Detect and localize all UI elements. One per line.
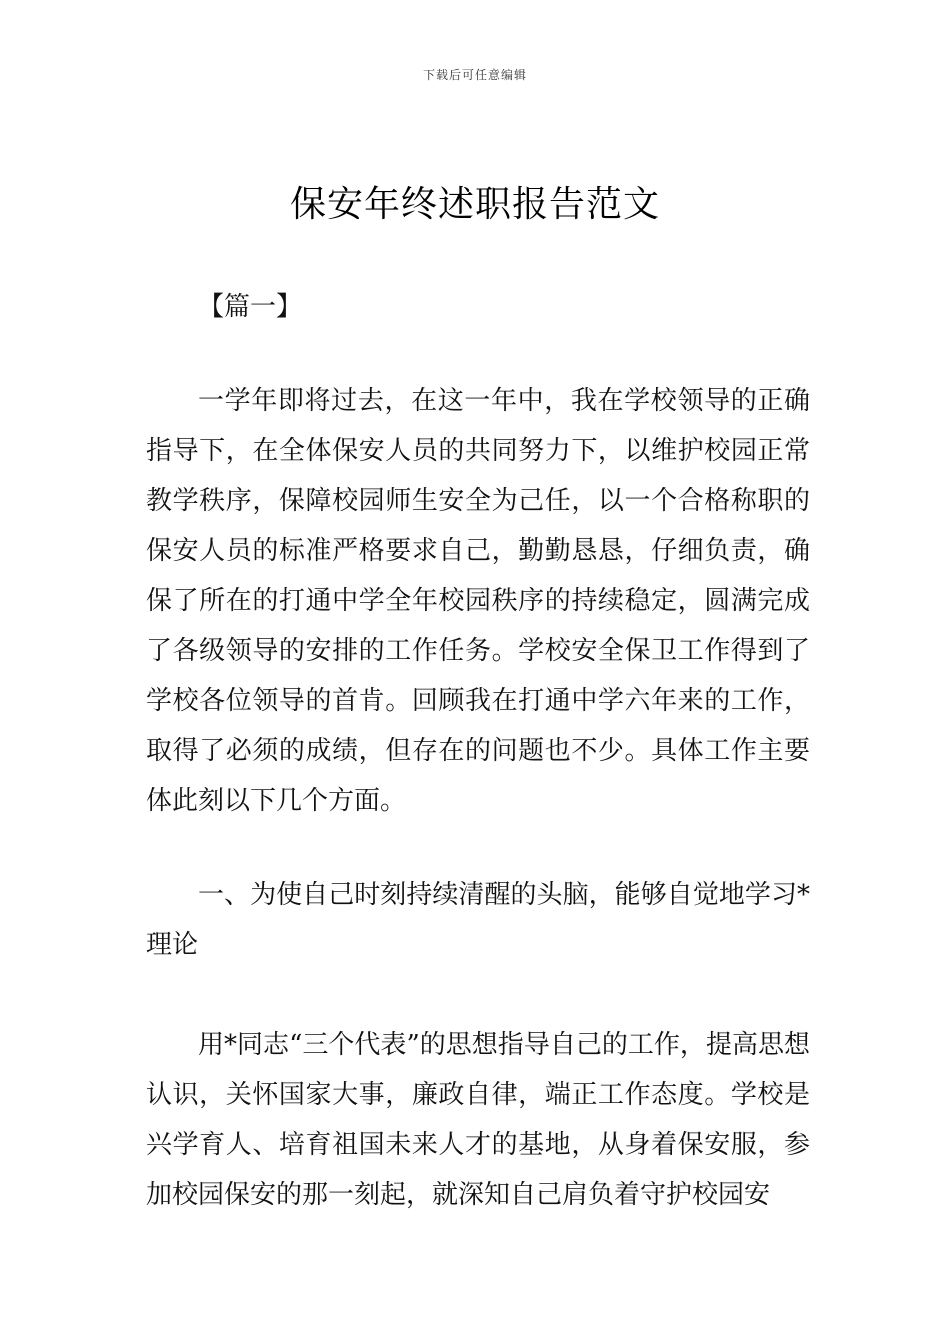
- document-title: 保安年终述职报告范文: [289, 184, 660, 225]
- section-label: 【篇一】: [198, 292, 303, 322]
- paragraph-1: 一学年即将过去，在这一年中，我在学校领导的正确指导下，在全体保安人员的共同努力下，以维护校园正常教学秩序，保障校园师生安全为己任，以一个合格称职的保安人员的标准严格要求自己，勤勤恳恳，仔细负责，确保了所在的打通中学全年校园秩序的持续稳定，圆满完成了各级领导的安排的工作任务。学校安全保卫工作得到了学校各位领导的首肯。回顾我在打通中学六年来的工作，取得了必须的成绩，但存在的问题也不少。具体工作主要体此刻以下几个方面。: [146, 386, 810, 816]
- paragraph-3: 用*同志“三个代表”的思想指导自己的工作，提高思想认识，关怀国家大事，廉政自律，端正工作态度。学校是兴学育人、培育祖国未来人才的基地，从身着保安服，参加校园保安的那一刻起，就深知自己肩负着守护校园安: [146, 1030, 810, 1210]
- paragraph-2: 一、为使自己时刻持续清醒的头脑，能够自觉地学习*理论: [146, 880, 810, 960]
- header-note: 下载后可任意编辑: [422, 68, 527, 82]
